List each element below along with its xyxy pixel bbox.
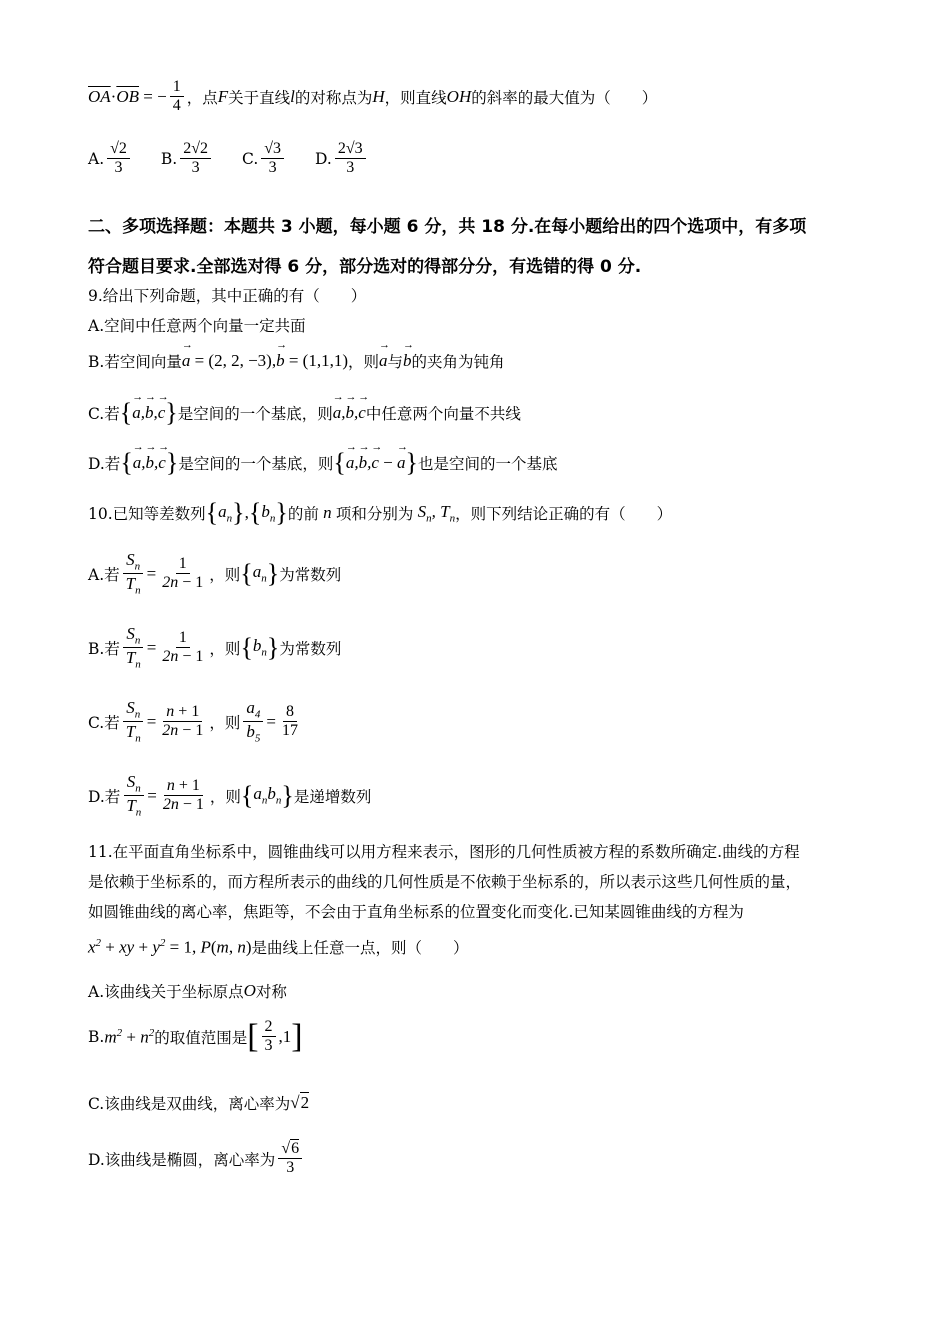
q8-options — [88, 140, 369, 178]
fraction-one-quarter: $\frac{1}{4}$ — [170, 78, 184, 116]
q11-option-d[interactable]: D.该曲线是椭圆，离心率为 $\frac{√6}{3}$ — [88, 1140, 305, 1178]
q9-option-b[interactable]: B.若空间向量 → a = (2, 2, −3), → b = (1,1,1) ，则 → a 与 → b 的夹角为钝角 — [88, 350, 505, 372]
q10-stem: 10.已知等差数列 { $a_n$ } , { $b_n$ } 的前 n 项和分别为 $S_n$, $T_n$ ，则下列结论正确的有（ ） — [88, 498, 673, 527]
section-heading-line-1: 二、多项选择题：本题共 3 小题，每小题 6 分，共 18 分.在每小题给出的四个选项中，有多项 — [88, 217, 807, 237]
q9-stem: 9.给出下列命题，其中正确的有（ ） — [88, 287, 367, 305]
q8-option-d[interactable]: D. $\frac{2√3}{3}$ — [315, 140, 369, 178]
q11-option-a[interactable]: A.该曲线关于坐标原点 O 对称 — [88, 981, 287, 1001]
q8-option-a[interactable]: A. $\frac{√2}{3}$ — [88, 140, 133, 178]
q9-option-c[interactable]: C.若 { → a,→ b,→ c } 是空间的一个基底，则 → a,→ b,→ c 中任意两个向量不共线 — [88, 398, 521, 428]
q9-option-d[interactable]: D.若 { → a,→ b,→ c } 是空间的一个基底，则 { → a,→ b,→ c − → a } 也是空间的一个基底 — [88, 448, 557, 478]
q10-option-a[interactable]: A.若 $\frac{S_n}{T_n}$ = $\frac{1}{2n - 1}$ ，则 { $a_n$ } 为常数列 — [88, 550, 342, 597]
q10-option-b[interactable]: B.若 $\frac{S_n}{T_n}$ = $\frac{1}{2n - 1}$ ，则 { $b_n$ } 为常数列 — [88, 624, 342, 671]
q11-stem-line-2: 是依赖于坐标系的，而方程所表示的曲线的几何性质是不依赖于坐标系的，所以表示这些几何性质的量， — [88, 873, 802, 891]
q9-option-a[interactable]: A.空间中任意两个向量一定共面 — [88, 317, 306, 335]
q8-condition-line: $\overline{OA}$ · $\overline{OB}$ = − $\frac{1}{4}$ ，点 F 关于直线 l 的对称点为 H ，则直线 OH 的斜率的最大值为（ ） — [88, 78, 658, 115]
q8-option-b[interactable]: B. $\frac{2√2}{3}$ — [161, 140, 214, 178]
vector-ob: $\overline{OB}$ — [116, 86, 140, 106]
q10-option-c[interactable]: C.若 $\frac{S_n}{T_n}$ = $\frac{n + 1}{2n - 1}$ ，则 $\frac{a_4}{b_5}$ = $\frac{8}{17}$ — [88, 698, 298, 745]
q11-option-b[interactable]: B. $m^2 + n^2$ 的取值范围是 [ $\frac{2}{3}$ ,1 ] — [88, 1017, 303, 1055]
q11-option-c[interactable]: C.该曲线是双曲线，离心率为 √2 — [88, 1093, 310, 1113]
vector-oa: $\overline{OA}$ — [88, 86, 111, 106]
q11-stem-line-4: $x^2$ + xy + $y^2 = 1$, P(m, n) 是曲线上任意一点，则（ ） — [88, 936, 469, 957]
q10-option-d[interactable]: D.若 $\frac{S_n}{T_n}$ = $\frac{n + 1}{2n - 1}$ ，则 { $a_nb_n$ } 是递增数列 — [88, 772, 372, 819]
q8-option-c[interactable]: C. $\frac{√3}{3}$ — [242, 140, 287, 178]
section-heading-line-2: 符合题目要求.全部选对得 6 分，部分选对的得部分分，有选错的得 0 分. — [88, 257, 642, 277]
q11-stem-line-3: 如圆锥曲线的离心率，焦距等，不会由于直角坐标系的位置变化而变化.已知某圆锥曲线的方程为 — [88, 903, 744, 921]
curve-equation: $x^2$ + xy + $y^2 = 1$, P(m, n) — [88, 936, 252, 957]
q11-stem-line-1: 11.在平面直角坐标系中，圆锥曲线可以用方程来表示，图形的几何性质被方程的系数所确定.曲线的方程 — [88, 843, 800, 861]
